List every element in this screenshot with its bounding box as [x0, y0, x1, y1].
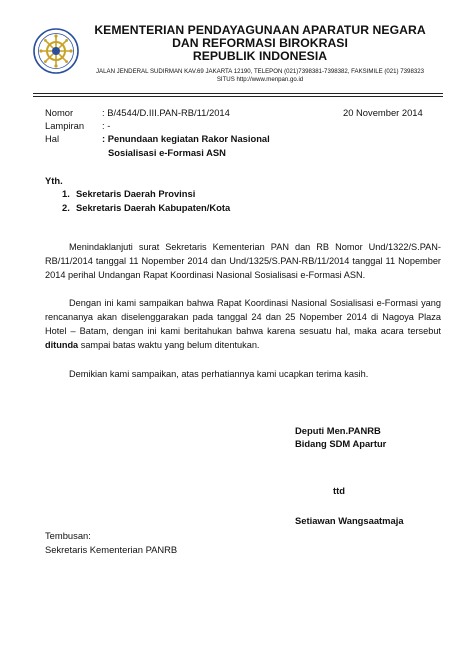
letter-date: 20 November 2014	[343, 107, 423, 118]
cc-label: Tembusan:	[45, 530, 91, 541]
paragraph-2-text-b: sampai batas waktu yang belum ditentukan.	[78, 340, 260, 350]
website-line: SITUS http://www.menpan.go.id	[216, 76, 304, 83]
body-paragraph-2	[45, 296, 441, 352]
body-paragraph-3: Demikian kami sampaikan, atas perhatiannya kami ucapkan terima kasih.	[69, 369, 369, 379]
hal-line-1: : Penundaan kegiatan Rakor Nasional	[102, 133, 270, 144]
address-line: JALAN JENDERAL SUDIRMAN KAV.69 JAKARTA 12190, TELEPON (021)7398381-7398382, FAKSIMILE (021) 7398323	[96, 68, 424, 75]
lampiran-label: Lampiran	[45, 120, 85, 131]
letterhead-line-1: KEMENTERIAN PENDAYAGUNAAN APARATUR NEGARA	[94, 23, 426, 37]
recipient-1-number: 1.	[62, 188, 70, 199]
signatory-title-1: Deputi Men.PANRB	[295, 425, 381, 436]
ttd-mark: ttd	[333, 485, 345, 496]
letterhead-line-2: DAN REFORMASI BIROKRASI	[172, 36, 348, 50]
yth-label: Yth.	[45, 175, 63, 186]
ministry-logo-icon	[33, 28, 79, 74]
signatory-title-2: Bidang SDM Apartur	[295, 438, 387, 449]
letterhead-line-3: REPUBLIK INDONESIA	[192, 49, 328, 63]
body-paragraph-1: Menindaklanjuti surat Sekretaris Kementerian PAN dan RB Nomor Und/1322/S.PAN-RB/11/2014 tanggal 11 Nopember 2014 dan Und/1325/S.PAN-RB/11/2014 tanggal 11 Nopember 2014 perihal Undangan Rapat Koordinasi Nasional Sosialisasi e-Formasi ASN.	[45, 242, 441, 280]
paragraph-2-bold: ditunda	[45, 340, 79, 350]
letterhead-divider-thick	[33, 93, 443, 94]
recipient-2: Sekretaris Daerah Kabupaten/Kota	[76, 202, 231, 213]
letterhead-divider-thin	[33, 96, 443, 97]
letterhead-address	[84, 67, 436, 84]
nomor-label: Nomor	[45, 107, 74, 118]
hal-label: Hal	[45, 133, 60, 144]
signatory-name: Setiawan Wangsaatmaja	[295, 515, 404, 526]
recipient-2-number: 2.	[62, 202, 70, 213]
nomor-value: : B/4544/D.III.PAN-RB/11/2014	[102, 107, 230, 118]
lampiran-value: : -	[102, 120, 111, 131]
letterhead	[84, 24, 436, 84]
recipient-1: Sekretaris Daerah Provinsi	[76, 188, 196, 199]
cc-item: Sekretaris Kementerian PANRB	[45, 544, 178, 555]
paragraph-2-text-a: Dengan ini kami sampaikan bahwa Rapat Koordinasi Nasional Sosialisasi e-Formasi yang rencananya akan diselenggarakan pada tanggal 24 dan 25 Nopember 2014 di Nagoya Plaza Hotel – Batam, dengan ini kami beritahukan bahwa karena sesuatu hal, maka acara tersebut	[45, 298, 441, 336]
hal-line-2: Sosialisasi e-Formasi ASN	[108, 147, 226, 158]
